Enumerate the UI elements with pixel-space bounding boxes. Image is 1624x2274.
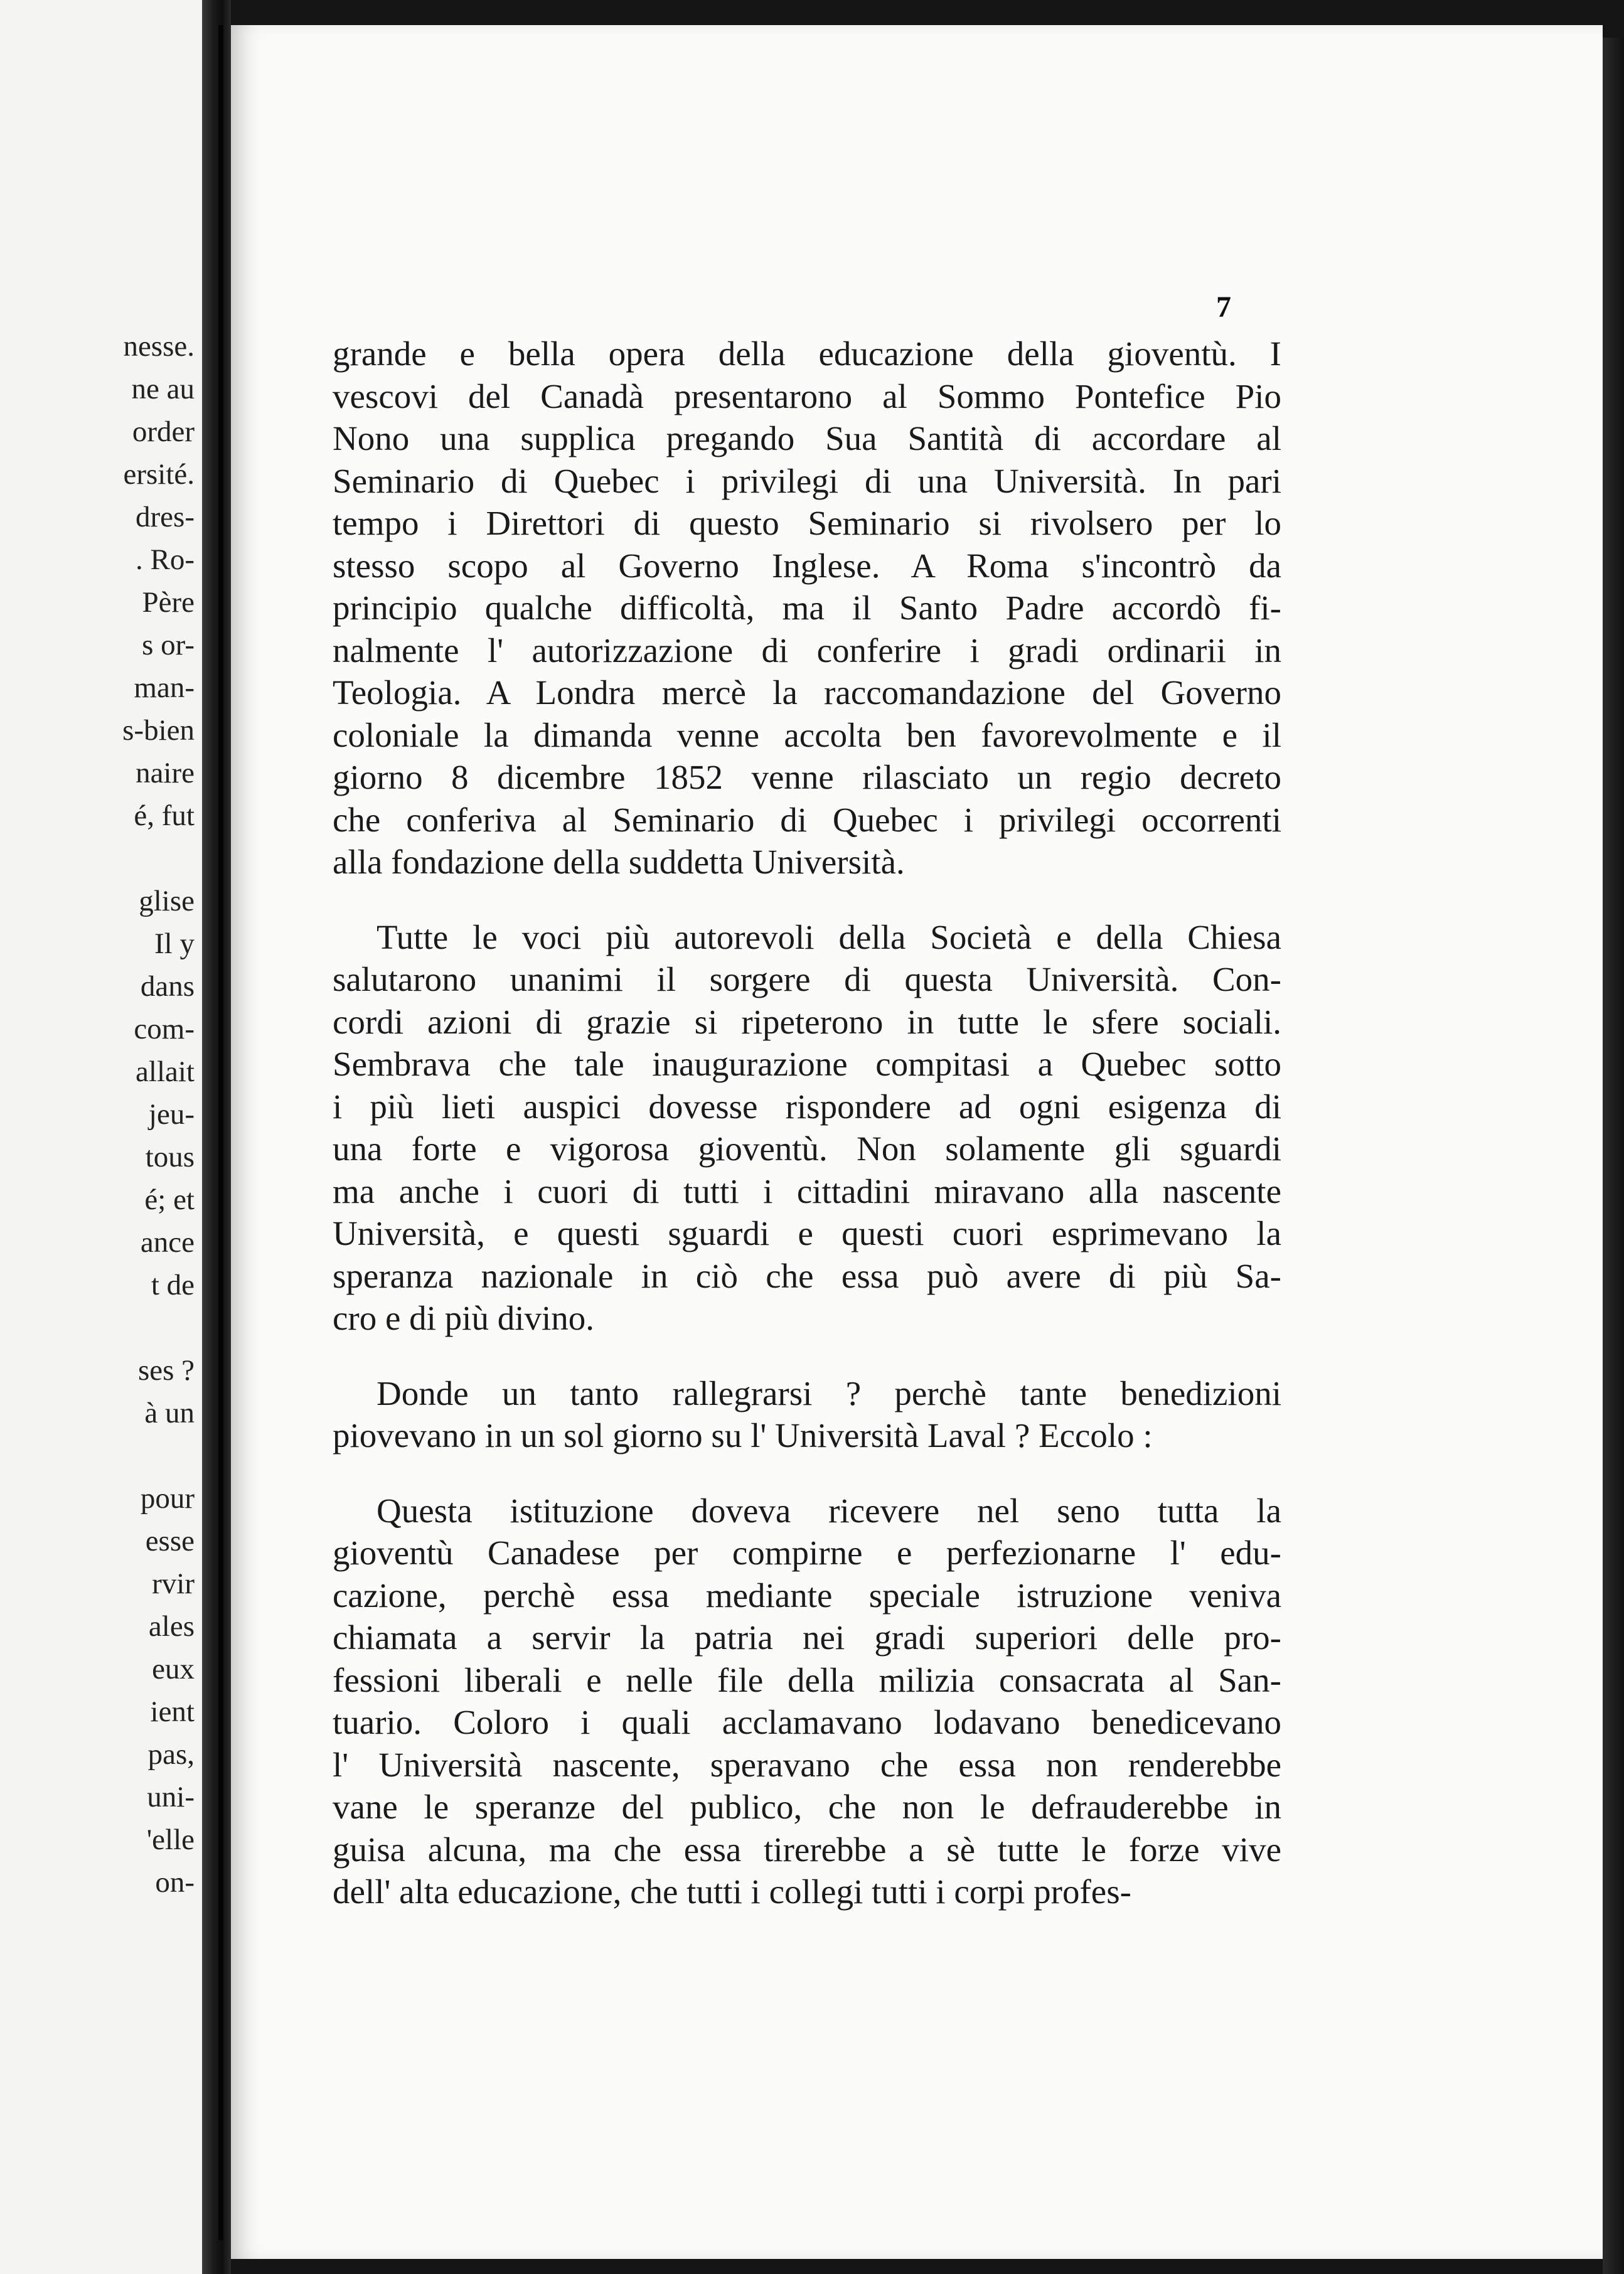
left-page-line: ient [150, 1695, 195, 1728]
book-gutter [202, 0, 231, 2274]
left-page-line [0, 837, 195, 880]
left-page-line [0, 1306, 195, 1349]
left-page-line: esse [145, 1525, 195, 1557]
left-page-line: naire [136, 757, 195, 789]
text-line: nalmente l' autorizzazione di conferire i gradi ordinarii in [333, 631, 1281, 670]
paragraph [333, 333, 1281, 883]
left-page-line: s-bien [122, 714, 195, 747]
text-line: giorno 8 dicembre 1852 venne rilasciato un regio decreto [333, 758, 1281, 796]
text-line: Donde un tanto rallegrarsi ? perchè tante benedizioni [377, 1374, 1281, 1412]
left-page-line [0, 1434, 195, 1477]
text-line: Questa istituzione doveva ricevere nel seno tutta la [377, 1491, 1281, 1530]
text-line: grande e bella opera della educazione della gioventù. I [333, 334, 1281, 373]
left-page-line: order [132, 415, 195, 448]
left-page-line: man- [134, 671, 195, 704]
left-page-line: à un [144, 1397, 195, 1429]
paragraph-gap [333, 1457, 1281, 1490]
text-line: fessioni liberali e nelle file della milizia consacrata al San- [333, 1660, 1281, 1699]
left-page-line: rvir [152, 1567, 195, 1600]
left-page-line: 'elle [146, 1823, 195, 1856]
text-line: vescovi del Canadà presentarono al Sommo Pontefice Pio [333, 376, 1281, 415]
left-page-line: com- [134, 1013, 195, 1045]
text-line: alla fondazione della suddetta Università. [333, 843, 905, 881]
paragraph [333, 916, 1281, 1340]
text-line: ma anche i cuori di tutti i cittadini miravano alla nascente [333, 1172, 1281, 1210]
text-line: Tutte le voci più autorevoli della Società e della Chiesa [377, 917, 1281, 956]
paragraph-gap [333, 1340, 1281, 1372]
text-line: cro e di più divino. [333, 1299, 595, 1337]
text-line: cazione, perchè essa mediante speciale istruzione veniva [333, 1576, 1281, 1615]
left-page-line: s or- [142, 629, 195, 661]
text-line: che conferiva al Seminario di Quebec i privilegi occorrenti [333, 800, 1281, 839]
text-line: speranza nazionale in ciò che essa può avere di più Sa- [333, 1256, 1281, 1295]
left-page-line: glise [139, 885, 195, 917]
paragraph [333, 1372, 1281, 1457]
left-page-line: pour [140, 1482, 195, 1515]
text-line: tuario. Coloro i quali acclamavano lodavano benedicevano [333, 1703, 1281, 1741]
left-page-edge [0, 0, 202, 2274]
left-page-line: Père [142, 586, 195, 619]
left-page-line: ales [148, 1610, 195, 1643]
text-line: piovevano in un sol giorno su l' Università Laval ? Eccolo : [333, 1416, 1153, 1455]
right-page-edge [1603, 38, 1624, 2274]
text-line: Seminario di Quebec i privilegi di una Università. In pari [333, 461, 1281, 500]
left-page-line: allait [136, 1055, 195, 1088]
text-line: vane le speranze del publico, che non le defrauderebbe in [333, 1788, 1281, 1826]
text-line: Sembrava che tale inaugurazione compitasi a Quebec sotto [333, 1045, 1281, 1083]
text-line: cordi azioni di grazie si ripeterono in tutte le sfere sociali. [333, 1002, 1281, 1041]
left-page-line: ersité. [123, 458, 195, 491]
left-page-line: é, fut [134, 799, 195, 832]
left-page-text-fragments [0, 325, 195, 1904]
left-page-line: . Ro- [136, 543, 195, 576]
text-line: una forte e vigorosa gioventù. Non solamente gli sguardi [333, 1129, 1281, 1168]
paragraph-gap [333, 883, 1281, 916]
paragraph [333, 1490, 1281, 1913]
text-line: Università, e questi sguardi e questi cuori esprimevano la [333, 1214, 1281, 1252]
text-line: principio qualche difficoltà, ma il Santo Padre accordò fi- [333, 589, 1281, 627]
text-line: salutarono unanimi il sorgere di questa Università. Con- [333, 960, 1281, 998]
left-page-line: eux [152, 1653, 195, 1685]
gutter-shadow-line [218, 25, 223, 2240]
left-page-line: ne au [131, 373, 195, 405]
left-page-line: ance [140, 1226, 195, 1259]
text-line: l' Università nascente, speravano che essa non renderebbe [333, 1745, 1281, 1784]
text-line: chiamata a servir la patria nei gradi superiori delle pro- [333, 1618, 1281, 1657]
left-page-line: ses ? [137, 1354, 195, 1387]
left-page-line: é; et [144, 1183, 195, 1216]
text-line: coloniale la dimanda venne accolta ben favorevolmente e il [333, 715, 1281, 754]
text-line: stesso scopo al Governo Inglese. A Roma s'incontrò da [333, 546, 1281, 585]
text-line: tempo i Direttori di questo Seminario si rivolsero per lo [333, 504, 1281, 542]
left-page-line: tous [145, 1141, 195, 1173]
text-line: dell' alta educazione, che tutti i collegi tutti i corpi profes- [333, 1872, 1131, 1911]
text-line: Teologia. A Londra mercè la raccomandazione del Governo [333, 673, 1281, 712]
left-page-line: Il y [154, 927, 195, 960]
text-line: guisa alcuna, ma che essa tirerebbe a sè tutte le forze vive [333, 1830, 1281, 1869]
text-line: i più lieti auspici dovesse rispondere ad ogni esigenza di [333, 1087, 1281, 1126]
text-line: gioventù Canadese per compirne e perfezionarne l' edu- [333, 1534, 1281, 1572]
page-body-text [333, 333, 1281, 1913]
left-page-line: jeu- [148, 1098, 195, 1131]
left-page-line: nesse. [123, 330, 195, 363]
left-page-line: dres- [136, 501, 195, 533]
left-page-line: t de [151, 1269, 195, 1301]
left-page-line: dans [140, 970, 195, 1003]
text-line: Nono una supplica pregando Sua Santità di accordare al [333, 419, 1281, 457]
page-number: 7 [1216, 291, 1231, 324]
left-page-line: uni- [147, 1781, 195, 1813]
left-page-line: on- [155, 1866, 195, 1899]
left-page-line: pas, [147, 1738, 195, 1771]
